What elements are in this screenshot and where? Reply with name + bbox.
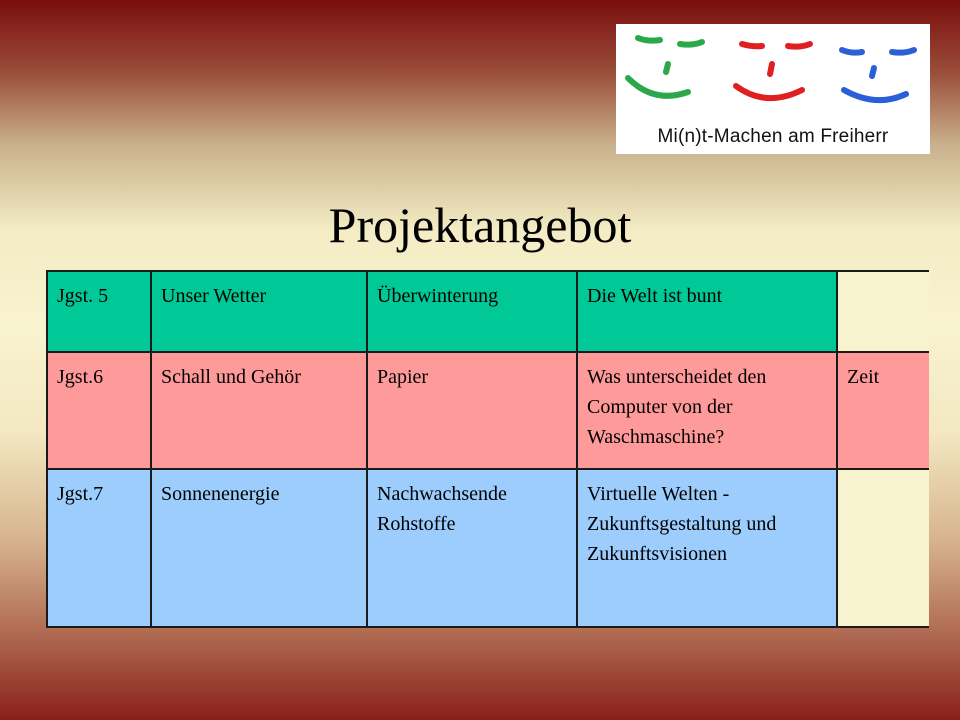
project-cell: Nachwachsende Rohstoffe [367, 469, 577, 627]
logo-caption: Mi(n)t-Machen am Freiherr [657, 126, 889, 147]
project-cell: Sonnenenergie [151, 469, 367, 627]
logo [616, 24, 930, 154]
project-cell: Schall und Gehör [151, 352, 367, 469]
grade-cell: Jgst. 5 [47, 271, 151, 352]
project-cell: Zeit [837, 352, 929, 469]
project-cell: Die Welt ist bunt [577, 271, 837, 352]
page-title: Projektangebot [328, 197, 632, 253]
project-cell: Papier [367, 352, 577, 469]
project-cell [837, 271, 929, 352]
project-cell [837, 469, 929, 627]
grade-cell: Jgst.6 [47, 352, 151, 469]
project-cell: Unser Wetter [151, 271, 367, 352]
table-row [47, 469, 929, 627]
project-cell: Überwinterung [367, 271, 577, 352]
grade-cell: Jgst.7 [47, 469, 151, 627]
smiley-faces-icon [616, 24, 930, 134]
table-row [47, 352, 929, 469]
project-table [46, 270, 929, 628]
project-cell: Was unterscheidet den Computer von der Waschmaschine? [577, 352, 837, 469]
table-row [47, 271, 929, 352]
project-cell: Virtuelle Welten - Zukunftsgestaltung und Zukunftsvisionen [577, 469, 837, 627]
